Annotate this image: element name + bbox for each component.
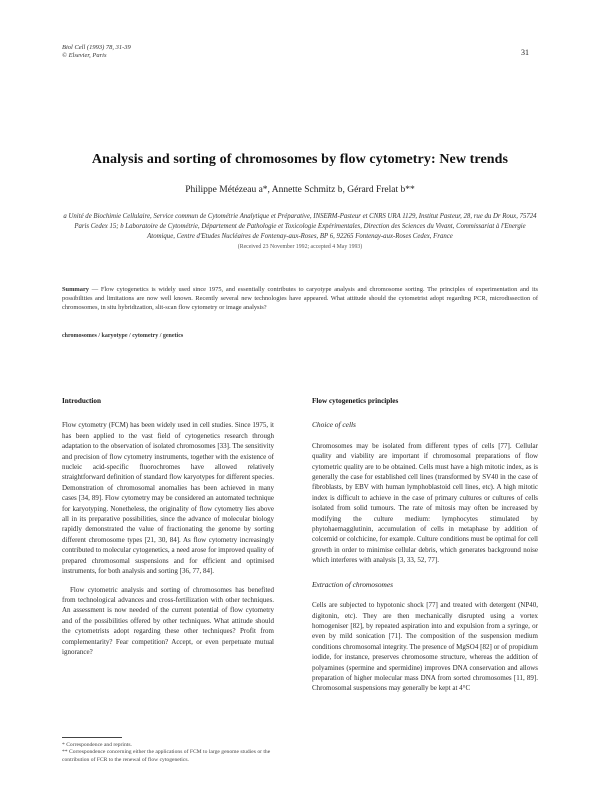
footnotes bbox=[62, 742, 274, 764]
subheading-extraction: Extraction of chromosomes bbox=[312, 579, 394, 589]
summary-text: — Flow cytogenetics is widely used since 1975, and essentially contributes to caryotype analysis and chromosome sorting. The principles of experimentation and its possibilities and limitations are now well known. Recently several new technologies have appeared. What attitude should the cytometrist adopt regarding PCR, microdissection of chromosomes, in situ hybridization, slit-scan flow cytometry or image analysis? bbox=[62, 286, 538, 311]
journal-line-2: © Elsevier, Paris bbox=[62, 52, 107, 59]
footnote-1: * Correspondence and reprints. bbox=[62, 742, 132, 748]
summary-label: Summary bbox=[62, 286, 89, 293]
journal-citation bbox=[62, 44, 131, 60]
page-number: 31 bbox=[521, 48, 529, 57]
received-dates: (Received 23 November 1992; accepted 4 May 1993) bbox=[237, 244, 363, 250]
footnote-2: ** Correspondence concerning either the applications of FCM to large genome studies or the contribution of FCR to the renewal of flow cytogenetics. bbox=[62, 749, 271, 763]
keywords: chromosomes / karyotype / cytometry / genetics bbox=[62, 333, 184, 339]
subheading-choice-of-cells: Choice of cells bbox=[312, 420, 356, 430]
affiliation-text: a Unité de Biochimie Cellulaire, Service commun de Cytométrie Analytique et Préparative, INSERM-Pasteur et CNRS URA 1129, Institut Pasteur, 28, rue du Dr Roux, 75724 Paris Cedex 15; b Laboratoire de Cytométrie, Département de Pathologie et Toxicologie Expérimentales, Direction des Sciences du Vivant, Commissariat à l'Energie Atomique, Centre d'Etudes Nucléaires de Fontenay-aux-Roses, BP 6, 92265 Fontenay-aux-Roses Cedex, France bbox=[63, 213, 537, 240]
footnote-divider bbox=[62, 737, 122, 738]
section-heading-introduction: Introduction bbox=[62, 397, 102, 405]
extraction-paragraph: Cells are subjected to hypotonic shock [77] and treated with detergent (NP40, digitonin, etc). They are then mechanically disrupted using a vortex homogeniser [82], by repeated aspiration into and expulsion from a syringe, or even by mild sonication [71]. The composition of the suspension medium conditions chromosomal integrity. The presence of MgSO4 [82] or of propidium iodide, for instance, preserves chromosome structure, whereas the addition of polyamines (spermine and spermidine) improves DNA conservation and allows preparation of higher molecular mass DNA from sorted chromosomes [11, 89]. Chromosomal suspensions may generally be kept at 4°C bbox=[312, 601, 538, 693]
intro-paragraph-2: Flow cytometric analysis and sorting of chromosomes has benefited from technological advances and cross-fertilization with other techniques. An assessment is now needed of the current potential of flow cytometry and of the possibilities offered by other techniques. What attitude should the cytometrists adopt regarding these other techniques? Profit from complementarity? Fear competition? Accept, or even perpetuate mutual ignorance? bbox=[62, 585, 274, 656]
cells-paragraph: Chromosomes may be isolated from different types of cells [77]. Cellular quality and viability are important if chromosomal preparations of flow cytometric quality are to be obtained. Cells must have a high mitotic index, as is generally the case for established cell lines (transformed by SV40 in the case of fibroblasts, by EBV with human lymphoblastoid cell lines, etc). A high mitotic index is difficult to achieve in the case of primary cultures or cultures of cells isolated from solid tumours. The rate of mitosis may often be increased by modifying the culture medium: lymphocytes stimulated by phytohaemagglutinin, accumulation of cells in metaphase by addition of colcemid or colchicine, for example. Culture conditions must be optimal for cell growth in order to minimise cellular debris, which generates background noise which interferes with analysis [3, 33, 52, 77]. bbox=[312, 441, 538, 565]
intro-paragraph-1: Flow cytometry (FCM) has been widely used in cell studies. Since 1975, it has been applied to the vast field of cytogenetics research through adaptation to the observation of isolated chromosomes [33]. The sensitivity and precision of flow cytometry instruments, together with the existence of nucleic acid-specific fluorochromes have allowed relatively straightforward definition of standard flow karyotypes for different species. Demonstration of chromosomal anomalies has been achieved in many cases [34, 89]. Flow cytometry may be considered an automated technique for karyotyping. Nonetheless, the originality of flow cytometry lies above all in its preparative possibilities, since the advance of molecular biology rapidly demonstrated the value of fractionating the genome by sorting different chromosome types [21, 30, 84]. As flow cytometry increasingly contributed to molecular cytogenetics, a need arose for improved quality of prepared chromosomal suspensions and for efficient and optimised instruments, for both analysis and sorting [36, 77, 84]. bbox=[62, 421, 274, 576]
right-column bbox=[312, 396, 538, 702]
summary-block bbox=[62, 285, 538, 312]
author-list: Philippe Métézeau a*, Annette Schmitz b, Gérard Frelat b** bbox=[185, 185, 415, 195]
journal-line-1: Biol Cell (1993) 78, 31-39 bbox=[62, 44, 131, 51]
left-column bbox=[62, 396, 274, 665]
article-title: Analysis and sorting of chromosomes by flow cytometry: New trends bbox=[91, 152, 509, 167]
affiliations bbox=[60, 212, 540, 252]
section-heading-principles: Flow cytogenetics principles bbox=[312, 397, 399, 405]
